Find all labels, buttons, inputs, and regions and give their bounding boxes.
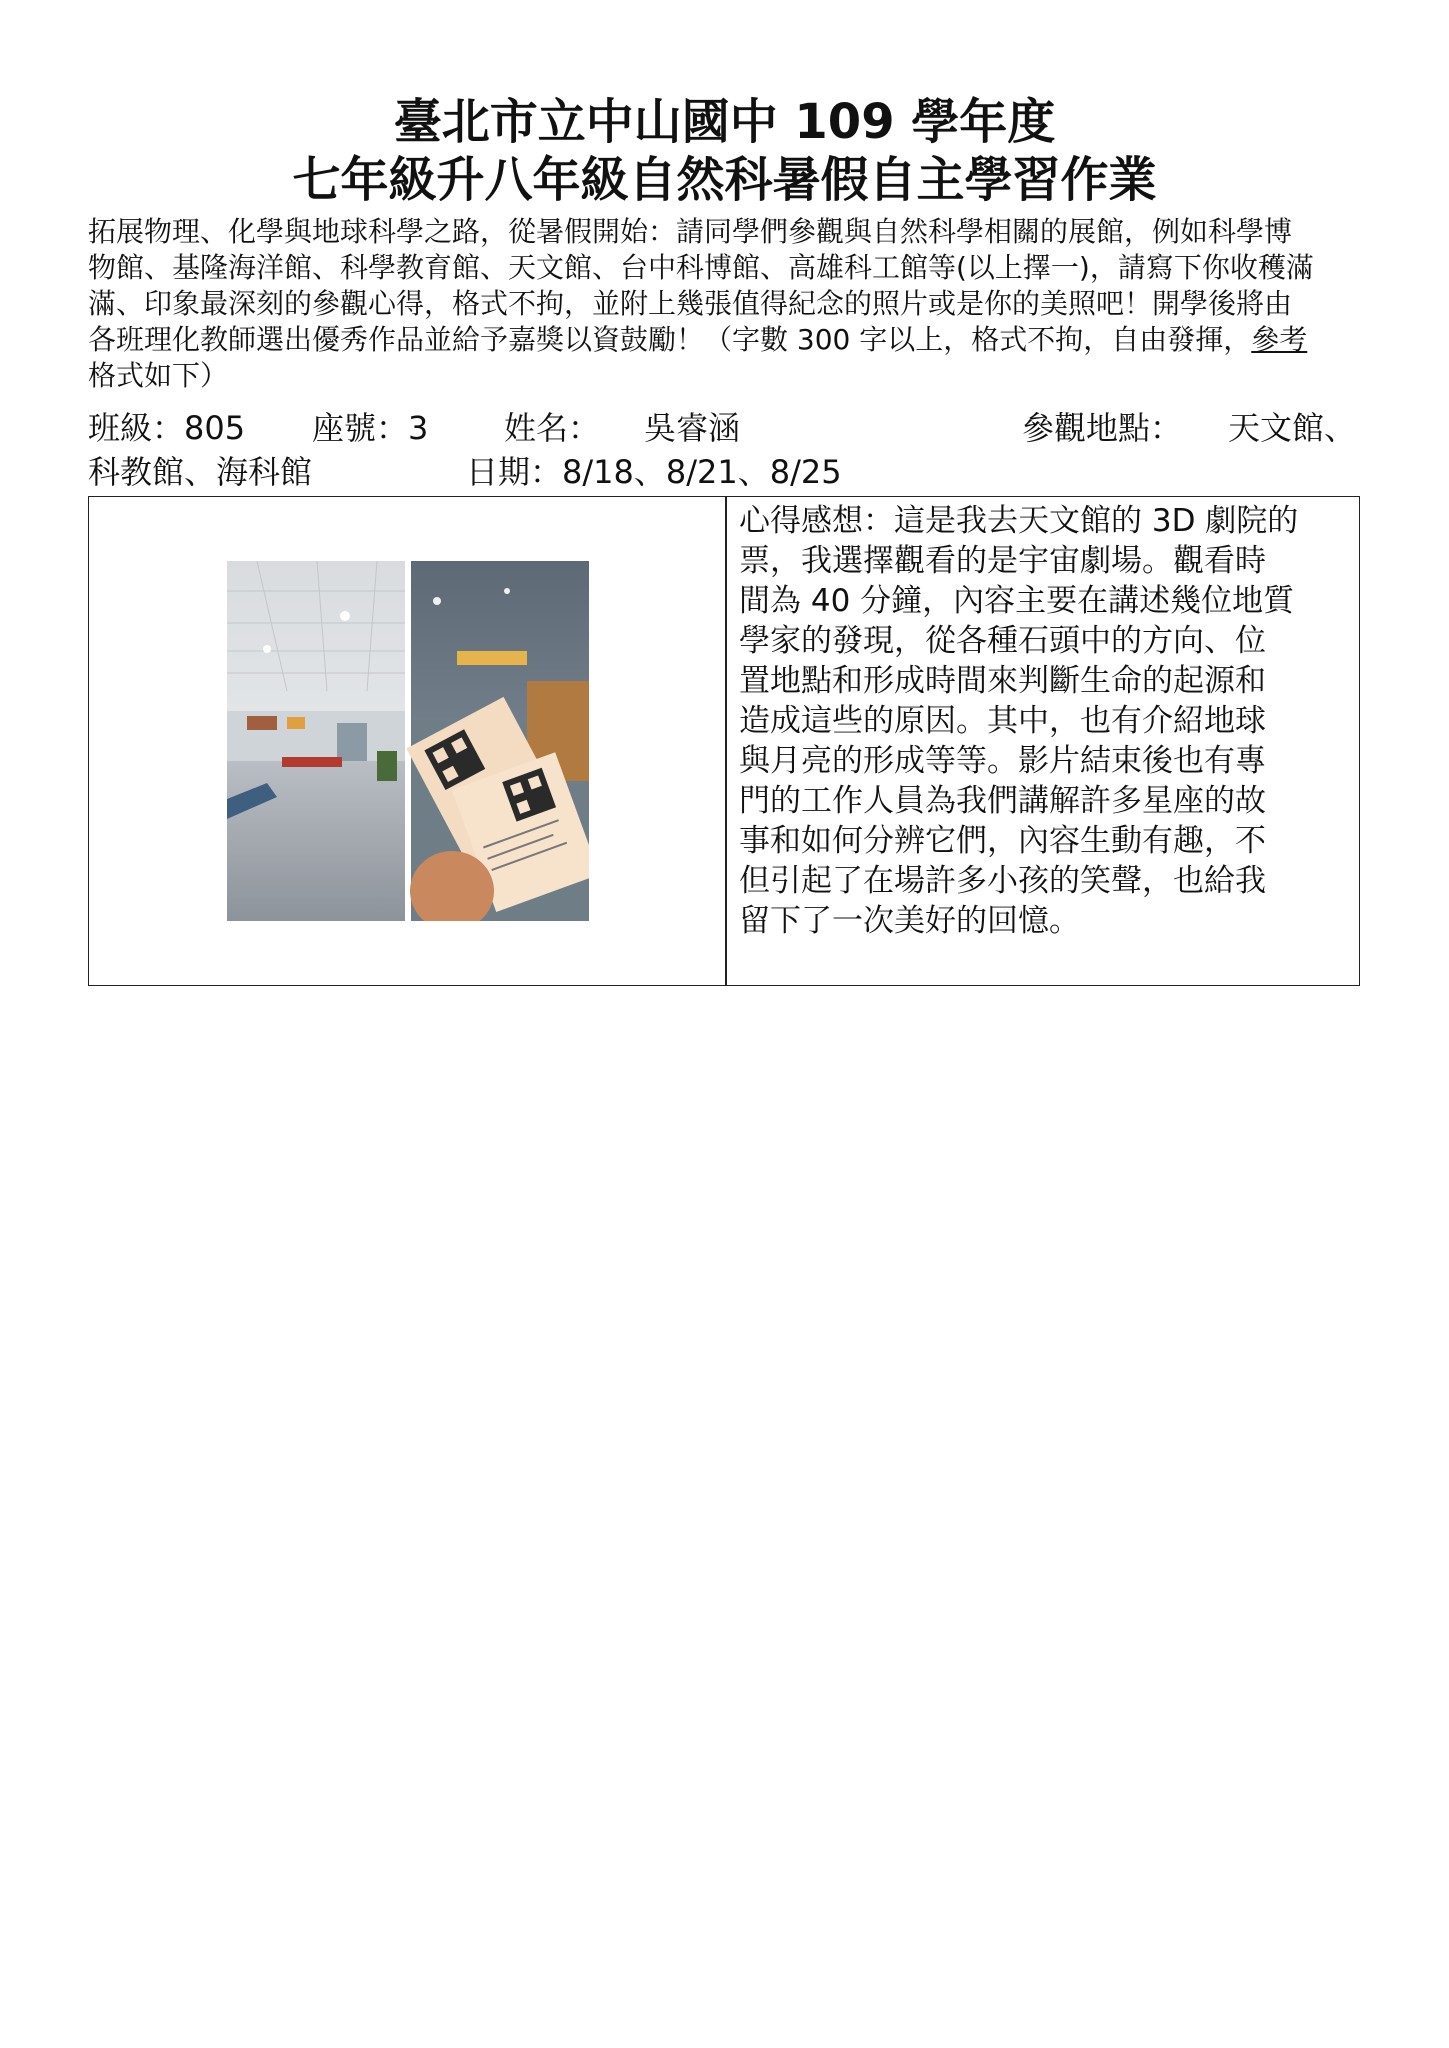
name-label: 姓名： <box>504 409 601 447</box>
reflection-line: 事和如何分辨它們，內容生動有趣，不 <box>739 823 1266 859</box>
reflection-line: 但引起了在場許多小孩的笑聲，也給我 <box>739 863 1266 899</box>
instruction-text: 各班理化教師選出優秀作品並給予嘉獎以資鼓勵！（字數 300 字以上，格式不拘，自由發揮， <box>88 323 1252 356</box>
instruction-line <box>88 322 1368 358</box>
location-label: 參觀地點： <box>1022 409 1183 447</box>
instruction-line: 格式如下） <box>88 359 229 392</box>
reflection-line: 學家的發現，從各種石頭中的方向、位 <box>739 623 1266 659</box>
reflection-line: 與月亮的形成等等。影片結束後也有專 <box>739 743 1266 779</box>
reflection-line: 間為 40 分鐘，內容主要在講述幾位地質 <box>739 583 1295 619</box>
seat-number: 座號：3 <box>312 409 429 447</box>
reference-format-text: 參考 <box>1251 323 1308 356</box>
instruction-line: 物館、基隆海洋館、科學教育館、天文館、台中科博館、高雄科工館等(以上擇一)，請寫下你收穫滿 <box>88 251 1314 284</box>
reflection-line: 留下了一次美好的回憶。 <box>739 903 1080 939</box>
page-title: 臺北市立中山國中 109 學年度 <box>393 94 1056 150</box>
reflection-line: 造成這些的原因。其中，也有介紹地球 <box>739 703 1266 739</box>
reflection-line: 心得感想：這是我去天文館的 3D 劇院的 <box>739 503 1299 539</box>
location-value-1: 天文館、 <box>1228 409 1357 447</box>
instruction-line: 滿、印象最深刻的參觀心得，格式不拘，並附上幾張值得紀念的照片或是你的美照吧！開學後將由 <box>88 287 1293 320</box>
student-name: 吳睿涵 <box>644 409 741 447</box>
location-value-2: 科教館、海科館 <box>88 453 313 491</box>
reflection-line: 票，我選擇觀看的是宇宙劇場。觀看時 <box>739 543 1266 579</box>
assignment-instructions <box>88 214 1368 394</box>
class-number: 班級：805 <box>88 409 246 447</box>
visit-date: 日期：8/18、8/21、8/25 <box>466 453 842 491</box>
reflection-line: 門的工作人員為我們講解許多星座的故 <box>739 783 1266 819</box>
reflection-line: 置地點和形成時間來判斷生命的起源和 <box>739 663 1266 699</box>
page-subtitle: 七年級升八年級自然科暑假自主學習作業 <box>292 152 1157 208</box>
visit-photo <box>227 561 589 921</box>
report-table <box>88 496 1360 986</box>
instruction-line: 拓展物理、化學與地球科學之路，從暑假開始：請同學們參觀與自然科學相關的展館，例如科學博 <box>88 215 1293 248</box>
table-divider <box>725 497 727 985</box>
reflection-text <box>739 497 1349 941</box>
